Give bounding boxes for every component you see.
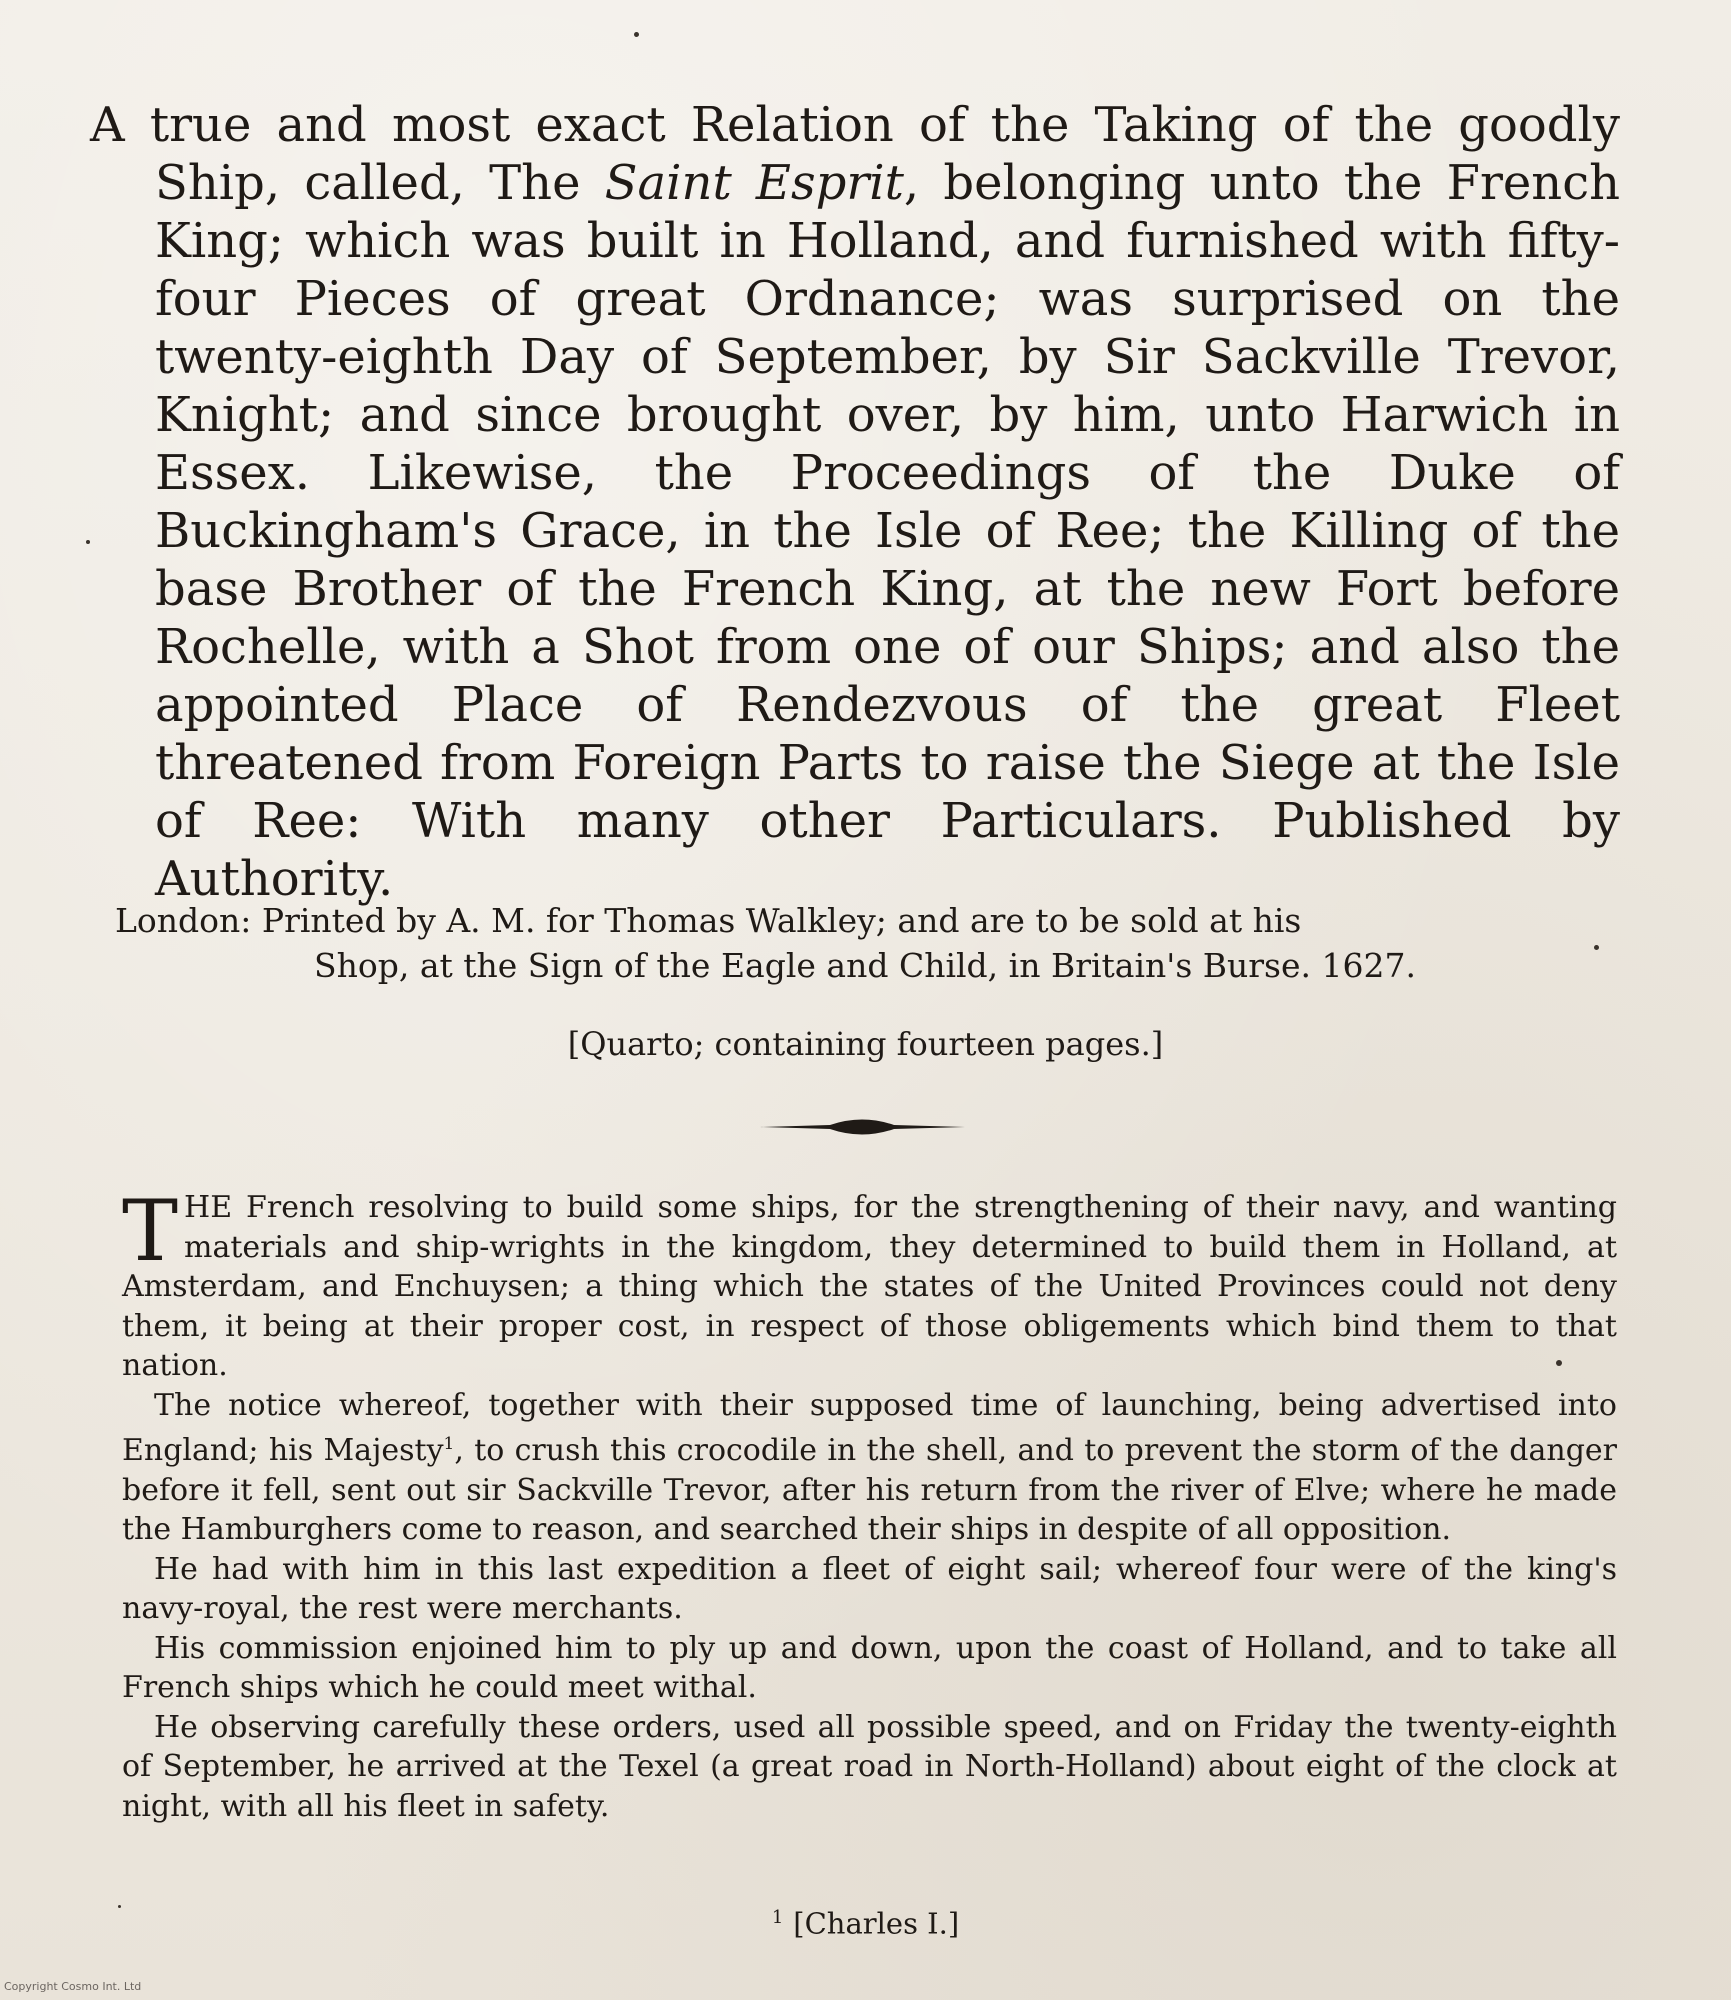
footnote-reference: 1: [443, 1434, 455, 1454]
paper-speck: [86, 540, 90, 544]
paragraph-2-text-b: , to crush this crocodile in the shell, and to prevent the storm of the danger before it fell, sent out sir Sackville Trevor, after his return from the river of Elve; where he made the Hamburghers come to reason, and searched their ships in despite of all opposition.: [122, 1433, 1617, 1547]
copyright-notice: Copyright Cosmo Int. Ltd: [4, 1980, 142, 1993]
paper-speck: [1556, 1360, 1562, 1366]
footnote-mark: 1: [771, 1907, 784, 1928]
title-ship-name: Saint Esprit: [604, 155, 904, 211]
imprint: [115, 898, 1615, 988]
paper-speck: [1594, 945, 1599, 950]
paragraph-2-text-a: The notice whereof, together with their supposed time of launching, being advertised into England; his Majesty: [122, 1387, 1617, 1468]
paragraph-5: He observing carefully these orders, used all possible speed, and on Friday the twenty-eighth of September, he arrived at the Texel (a great road in North-Holland) about eight of the clock at night, with all his fleet in safety.: [122, 1709, 1617, 1824]
body-text: [122, 1182, 1617, 1826]
paper-speck: [118, 1905, 121, 1908]
paper-speck: [634, 32, 639, 37]
title-rest: , belonging unto the French King; which was built in Holland, and furnished with fifty-four Pieces of great Ordnance; was surprised on the twenty-eighth Day of September, by Sir Sackville Trevor, Knight; and since brought over, by him, unto Harwich in Essex. Likewise, the Proceedings of the Duke of Buckingham's Grace, in the Isle of Ree; the Killing of the base Brother of the French King, at the new Fort before Rochelle, with a Shot from one of our Ships; and also the appointed Place of Rendezvous of the great Fleet threatened from Foreign Parts to raise the Siege at the Isle of Ree: With many other Particulars. Published by Authority.: [155, 155, 1620, 907]
title-opening: A true and most exact Relation of the Taking of the goodly Ship, called, The: [90, 97, 1620, 211]
paragraph-1: [122, 1182, 1617, 1386]
paragraph-3: He had with him in this last expedition a fleet of eight sail; whereof four were of the king's navy-royal, the rest were merchants.: [122, 1551, 1617, 1626]
document-title: [90, 96, 1620, 908]
ornament-divider-icon: [760, 1112, 965, 1142]
footnote-text: [Charles I.]: [793, 1906, 960, 1941]
imprint-line-1: London: Printed by A. M. for Thomas Walkley; and are to be sold at his: [115, 901, 1302, 940]
imprint-line-2: Shop, at the Sign of the Eagle and Child, in Britain's Burse. 1627.: [314, 946, 1416, 985]
footnote: [0, 1900, 1731, 1942]
format-note: [Quarto; containing fourteen pages.]: [567, 1025, 1164, 1063]
drop-cap: T: [122, 1182, 179, 1280]
paragraph-4: His commission enjoined him to ply up and down, upon the coast of Holland, and to take all French ships which he could meet withal.: [122, 1630, 1617, 1705]
paragraph-1-text: HE French resolving to build some ships, for the strengthening of their navy, and wanting materials and ship-wrights in the kingdom, they determined to build them in Holland, at Amsterdam, and Enchuysen; a thing which the states of the United Provinces could not deny them, it being at their proper cost, in respect of those obligements which bind them to that nation.: [122, 1190, 1617, 1383]
paragraph-2: [122, 1386, 1617, 1550]
